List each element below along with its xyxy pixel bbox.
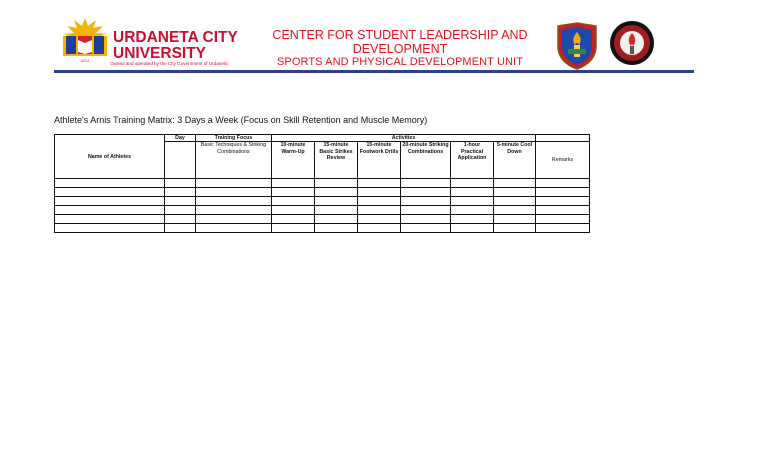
table-row (55, 215, 590, 224)
activity-footwork-drills: 15-minute Footwork Drills (358, 142, 401, 179)
header-remarks-top (536, 135, 590, 142)
center-title: CENTER FOR STUDENT LEADERSHIP AND DEVELOPMENT (272, 28, 528, 56)
unit-shield-logo (556, 22, 598, 70)
activity-striking-combinations: 20-minute Striking Combinations (401, 142, 451, 179)
training-focus-value: Basic Techniques & Striking Combinations (196, 142, 272, 179)
header-name-of-athletes: Name of Athletes (55, 135, 165, 179)
header-day: Day (165, 135, 196, 142)
table-row (55, 188, 590, 197)
university-tagline: Owned and operated by the City Government of Urdaneta (110, 61, 228, 66)
activity-cool-down: 5-minute Cool Down (494, 142, 536, 179)
round-seal-logo (609, 20, 655, 66)
header-activities: Activities (272, 135, 536, 142)
table-row (55, 179, 590, 188)
training-matrix-table (54, 134, 590, 233)
svg-text:UCU: UCU (80, 58, 90, 63)
day-cell (165, 142, 196, 179)
table-row (55, 197, 590, 206)
matrix-title: Athlete's Arnis Training Matrix: 3 Days a Week (Focus on Skill Retention and Muscle Memory) (54, 115, 428, 125)
university-name: URDANETA CITY UNIVERSITY (113, 29, 238, 62)
table-row (55, 224, 590, 233)
activity-basic-strikes-review: 15-minute Basic Strikes Review (315, 142, 358, 179)
university-logo (60, 16, 110, 64)
table-row (55, 206, 590, 215)
header-training-focus: Training Focus (196, 135, 272, 142)
center-subtitle: SPORTS AND PHYSICAL DEVELOPMENT UNIT (276, 56, 524, 68)
activity-warm-up: 10-minute Warm-Up (272, 142, 315, 179)
activity-practical-application: 1-hour Practical Application (451, 142, 494, 179)
header-remarks: Remarks (536, 142, 590, 179)
header-rule (54, 70, 694, 73)
